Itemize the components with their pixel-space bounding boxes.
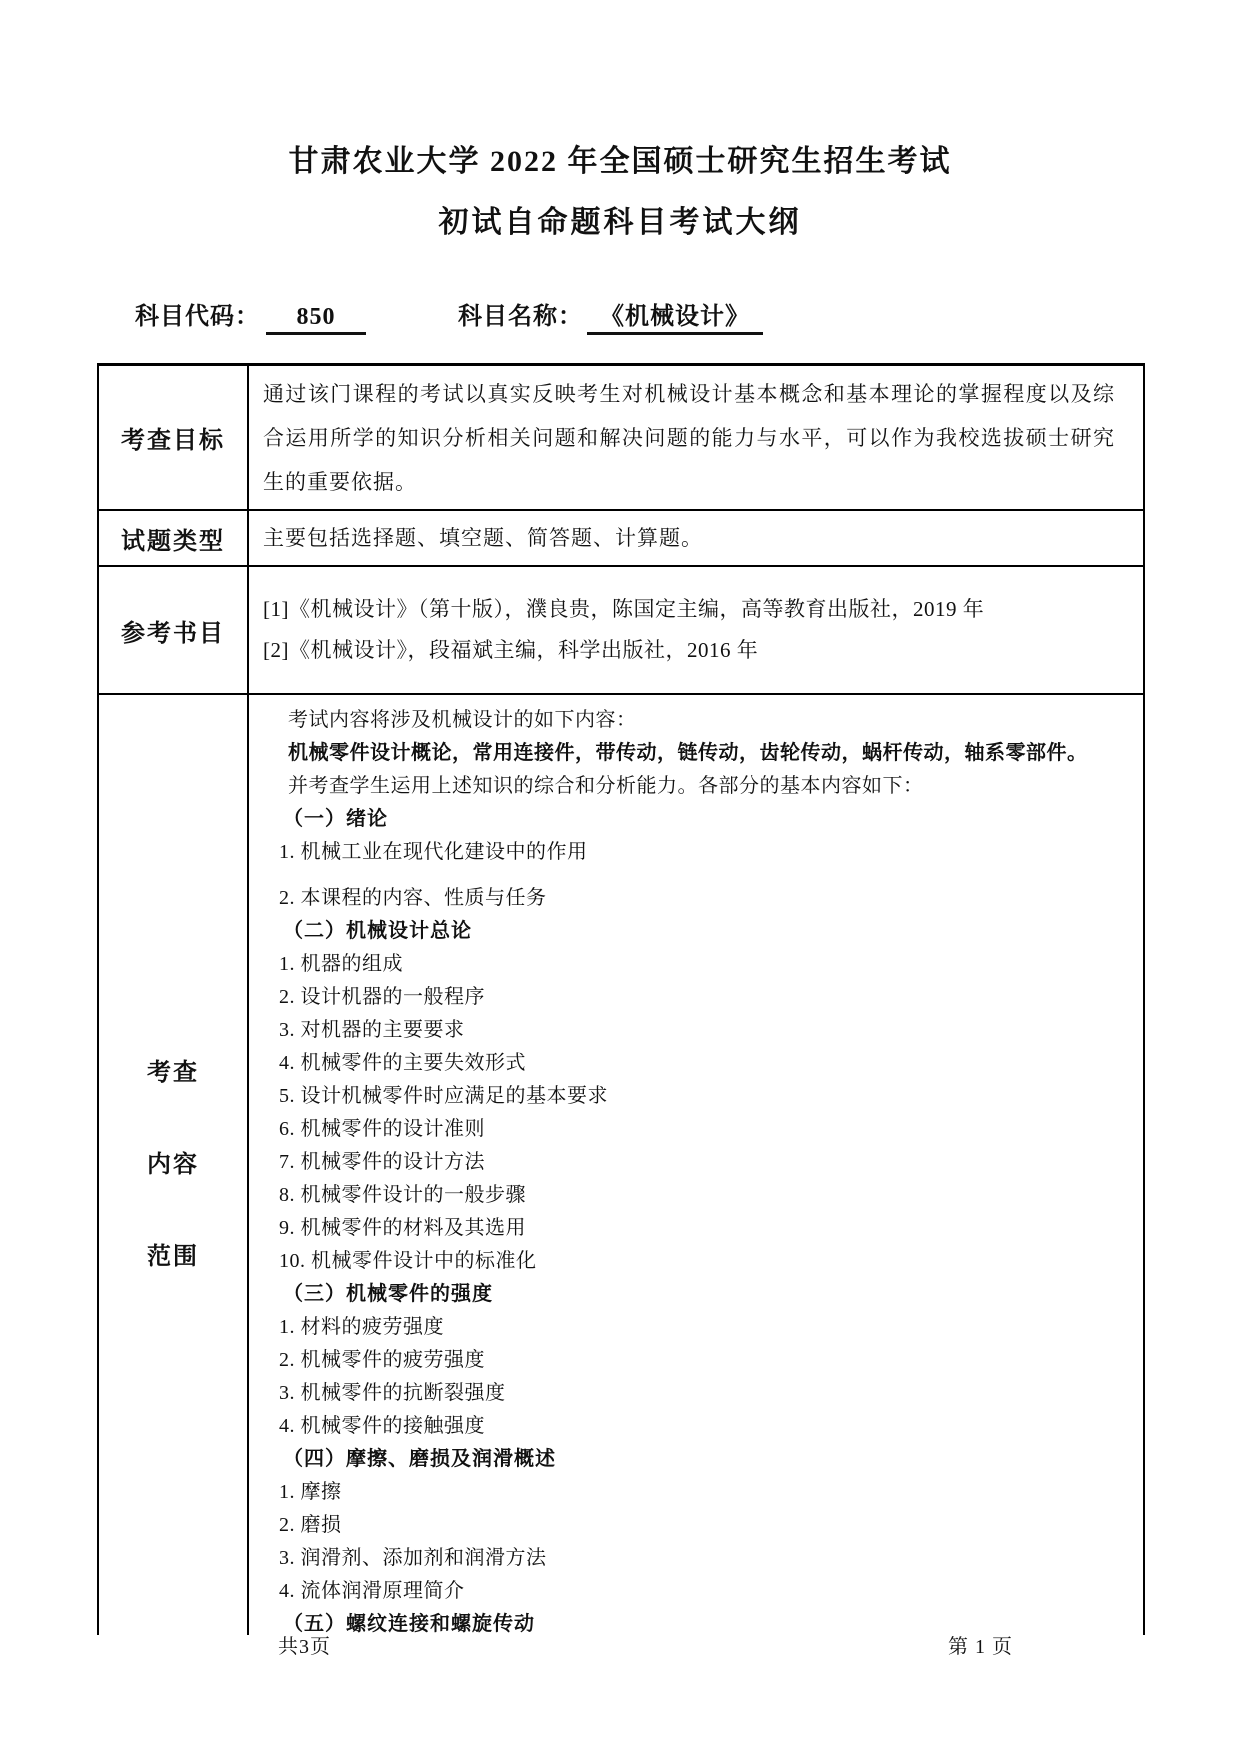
scope-content-cell [249,695,1143,1635]
scope-line: （二）机械设计总论 [283,920,472,942]
row-label-cell: 试题类型 [99,511,249,565]
scope-line: 10. 机械零件设计中的标准化 [279,1250,537,1272]
scope-line: 6. 机械零件的设计准则 [279,1118,485,1140]
row-content-cell [249,567,1143,693]
scope-line: 3. 润滑剂、添加剂和润滑方法 [279,1547,547,1569]
scope-line: 3. 对机器的主要要求 [279,1019,465,1041]
row-label-cell: 考查目标 [99,366,249,509]
page-title: 甘肃农业大学 2022 年全国硕士研究生招生考试 [288,145,952,178]
scope-line: 8. 机械零件设计的一般步骤 [279,1184,526,1206]
table-row-scope [99,695,1143,1635]
scope-line: 1. 材料的疲劳强度 [279,1316,444,1338]
content-line: 主要包括选择题、填空题、简答题、计算题。 [263,526,703,550]
row-content-cell [249,511,1143,565]
table-rows [99,366,1143,695]
scope-line: 并考查学生运用上述知识的综合和分析能力。各部分的基本内容如下： [288,775,924,797]
scope-line: （三）机械零件的强度 [283,1283,493,1305]
scope-line: 3. 机械零件的抗断裂强度 [279,1382,506,1404]
footer-page-number: 第 1 页 [948,1636,1013,1658]
exam-outline-table [97,363,1145,1635]
scope-line: 1. 机械工业在现代化建设中的作用 [279,841,588,863]
row-content-cell [249,366,1143,509]
scope-label-word: 范围 [147,1244,199,1270]
scope-line: 2. 本课程的内容、性质与任务 [279,887,547,909]
scope-line: 2. 磨损 [279,1514,342,1536]
content-line: 通过该门课程的考试以真实反映考生对机械设计基本概念和基本理论的掌握程度以及综合运用所学的知识分析相关问题和解决问题的能力与水平，可以作为我校选拔硕士研究生的重要依据。 [263,381,1115,494]
scope-line: 9. 机械零件的材料及其选用 [279,1217,526,1239]
scope-line: 4. 机械零件的主要失效形式 [279,1052,526,1074]
subject-line [135,296,1145,335]
subject-code-value: 850 [266,302,366,335]
scope-line: 考试内容将涉及机械设计的如下内容： [288,709,637,731]
row-label-cell: 参考书目 [99,567,249,693]
scope-line: 2. 设计机器的一般程序 [279,986,485,1008]
subject-code-label: 科目代码： [135,304,260,330]
scope-line: （四）摩擦、磨损及润滑概述 [283,1448,556,1470]
content-line: [2]《机械设计》，段福斌主编，科学出版社，2016 年 [263,638,759,662]
scope-line: 1. 摩擦 [279,1481,342,1503]
scope-line: 2. 机械零件的疲劳强度 [279,1349,485,1371]
subject-name-value: 《机械设计》 [587,302,763,335]
scope-label-cell [99,695,249,1635]
scope-label-word: 考查 [147,1060,199,1086]
scope-line: 4. 流体润滑原理简介 [279,1580,465,1602]
footer-total-pages: 共3页 [278,1636,331,1658]
table-row [99,511,1143,567]
table-row [99,366,1143,511]
scope-line: 4. 机械零件的接触强度 [279,1415,485,1437]
scope-line: 1. 机器的组成 [279,953,403,975]
content-line: [1]《机械设计》（第十版），濮良贵，陈国定主编，高等教育出版社，2019 年 [263,597,985,621]
scope-line: 7. 机械零件的设计方法 [279,1151,485,1173]
page-subtitle: 初试自命题科目考试大纲 [438,206,802,239]
subject-name-label: 科目名称： [458,304,583,330]
scope-line: 5. 设计机械零件时应满足的基本要求 [279,1085,608,1107]
scope-line: 机械零件设计概论，常用连接件，带传动，链传动，齿轮传动，蜗杆传动，轴系零部件。 [288,742,1088,764]
scope-line: （五）螺纹连接和螺旋传动 [283,1613,535,1635]
scope-label-word: 内容 [147,1152,199,1178]
table-row [99,567,1143,695]
scope-line: （一）绪论 [283,808,388,830]
